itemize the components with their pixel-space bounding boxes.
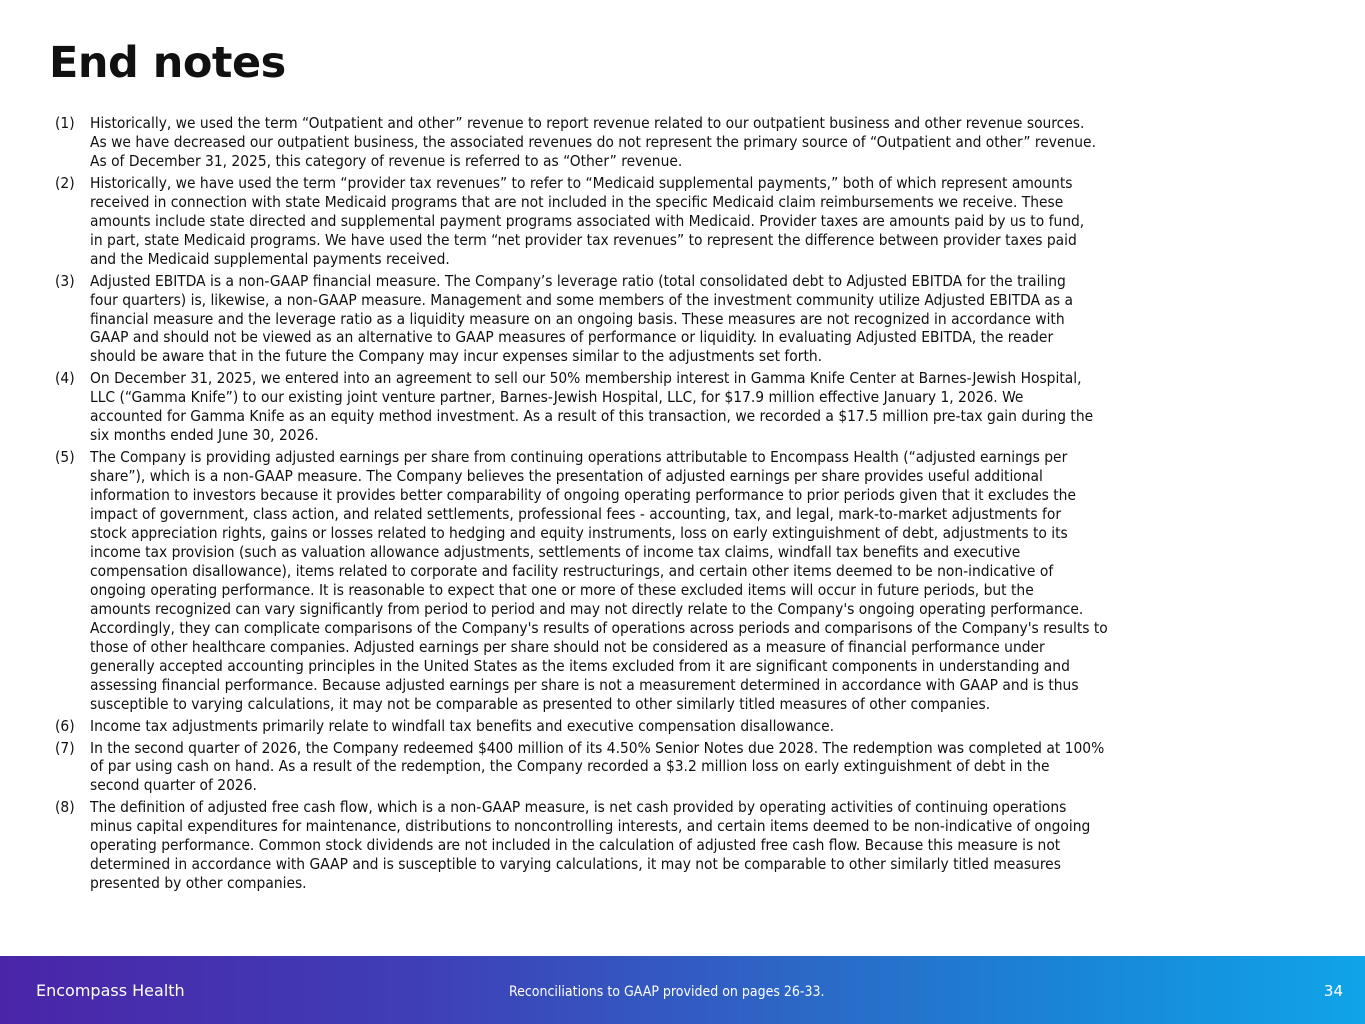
end-note-text: Historically, we used the term “Outpatient and other” revenue to report revenue related to our outpatient business and other revenue sources. As we have decreased our outpatient business, the associated revenues do not represent the primary source of “Outpatient and other” revenue. As of December 31, 2025, this category of revenue is referred to as “Other” revenue. [90, 114, 1096, 170]
end-note-text: Adjusted EBITDA is a non-GAAP financial measure. The Company’s leverage ratio (total consolidated debt to Adjusted EBITDA for the trailing four quarters) is, likewise, a non-GAAP measure. Management and some members of the investment community utilize Adjusted EBITDA as a financial measure and the leverage ratio as a liquidity measure on an ongoing basis. These measures are not recognized in accordance with GAAP and should not be viewed as an alternative to GAAP measures of performance or liquidity. In evaluating Adjusted EBITDA, the reader should be aware that in the future the Company may incur expenses similar to the adjustments set forth. [90, 271, 1074, 366]
footer-reconciliation-note: Reconciliations to GAAP provided on pages 26-33. [509, 984, 825, 1000]
end-note-text: Historically, we have used the term “provider tax revenues” to refer to “Medicaid supplemental payments,” both of which represent amounts received in connection with state Medicaid programs that are not included in the specific Medicaid claim reimbursements we receive. These amounts include state directed and supplemental payment programs associated with Medicaid. Provider taxes are amounts paid by us to fund, in part, state Medicaid programs. We have used the term “net provider tax revenues” to represent the difference between provider taxes paid and the Medicaid supplemental payments received. [90, 173, 1085, 268]
end-note-number: (1) [55, 114, 75, 132]
end-note-text: The Company is providing adjusted earnings per share from continuing operations attributable to Encompass Health (“adjusted earnings per share”), which is a non-GAAP measure. The Company believes the presentation of adjusted earnings per share provides useful additional information to investors because it provides better comparability of ongoing operating performance to prior periods given that it excludes the impact of government, class action, and related settlements, professional fees - accounting, tax, and legal, mark-to-market adjustments for stock appreciation rights, gains or losses related to hedging and equity instruments, loss on early extinguishment of debt, adjustments to its income tax provision (such as valuation allowance adjustments, settlements of income tax claims, windfall tax benefits and executive compensation disallowance), items related to corporate and facility restructurings, and certain other items deemed to be non-indicative of ongoing operating performance. It is reasonable to expect that one or more of these excluded items will occur in future periods, but the amounts recognized can vary significantly from period to period and may not directly relate to the Company's ongoing operating performance. Accordingly, they can complicate comparisons of the Company's results of operations across periods and comparisons of the Company's results to those of other healthcare companies. Adjusted earnings per share should not be considered as a measure of financial performance under generally accepted accounting principles in the United States as the items excluded from it are significant components in understanding and assessing financial performance. Because adjusted earnings per share is not a measurement determined in accordance with GAAP and is thus susceptible to varying calculations, it may not be comparable as presented to other similarly titled measures of other companies. [90, 448, 1108, 713]
page-number: 34 [1323, 982, 1343, 1000]
end-note-number: (5) [55, 448, 75, 467]
end-note-number: (6) [55, 716, 75, 735]
end-note-number: (3) [55, 271, 75, 290]
end-note-4 [55, 369, 1327, 445]
end-note-number: (8) [55, 798, 75, 817]
end-note-text: In the second quarter of 2026, the Company redeemed $400 million of its 4.50% Senior Notes due 2028. The redemption was completed at 100% of par using cash on hand. As a result of the redemption, the Company recorded a $3.2 million loss on early extinguishment of debt in the second quarter of 2026. [90, 738, 1105, 795]
end-note-number: (7) [55, 738, 75, 757]
page-title: End notes [49, 38, 286, 88]
end-note-text: On December 31, 2025, we entered into an agreement to sell our 50% membership interest in Gamma Knife Center at Barnes-Jewish Hospital, LLC (“Gamma Knife”) to our existing joint venture partner, Barnes-Jewish Hospital, LLC, for $17.9 million effective January 1, 2026. We accounted for Gamma Knife as an equity method investment. As a result of this transaction, we recorded a $17.5 million pre-tax gain during the six months ended June 30, 2026. [90, 369, 1094, 445]
end-note-number: (4) [55, 369, 75, 388]
end-note-6 [55, 717, 1327, 736]
end-note-3 [55, 272, 1327, 367]
end-note-text: The definition of adjusted free cash flow, which is a non-GAAP measure, is net cash provided by operating activities of continuing operations minus capital expenditures for maintenance, distributions to noncontrolling interests, and certain items deemed to be non-indicative of ongoing operating performance. Common stock dividends are not included in the calculation of adjusted free cash flow. Because this measure is not determined in accordance with GAAP and is susceptible to varying calculations, it may not be comparable to other similarly titled measures presented by other companies. [90, 798, 1091, 893]
end-notes-list [55, 114, 1327, 896]
end-note-5 [55, 448, 1327, 713]
end-note-number: (2) [55, 173, 75, 192]
footer-brand: Encompass Health [36, 981, 185, 1000]
end-note-7 [55, 739, 1327, 796]
footer-bar [0, 956, 1365, 1024]
end-note-8 [55, 798, 1327, 893]
end-note-text: Income tax adjustments primarily relate to windfall tax benefits and executive compensation disallowance. [90, 716, 835, 735]
end-note-2 [55, 174, 1327, 269]
end-note-1 [55, 114, 1327, 171]
